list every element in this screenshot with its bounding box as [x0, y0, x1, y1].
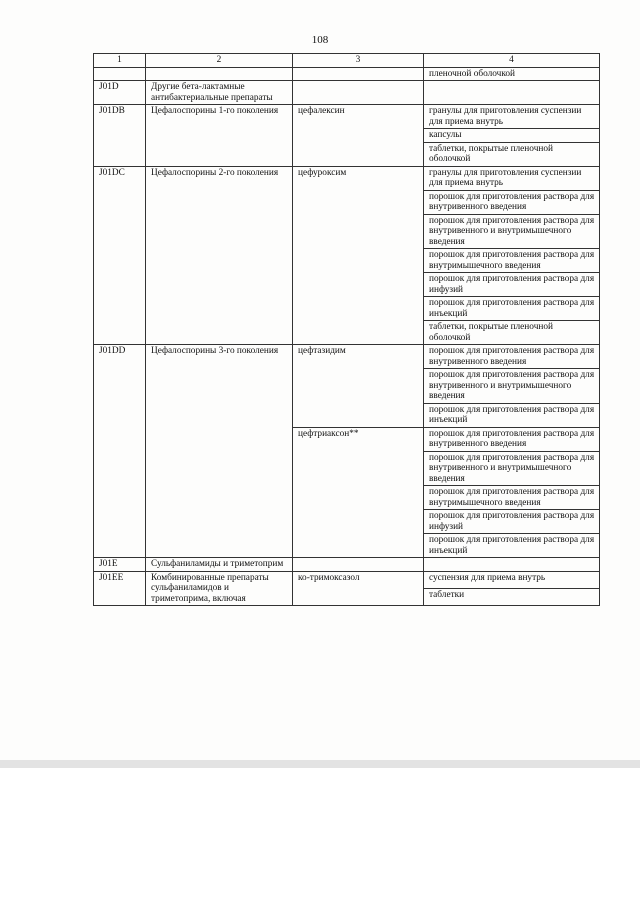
atc-code-cell	[94, 67, 146, 81]
drug-table	[93, 53, 600, 606]
drug-name-cell: цефуроксим	[293, 166, 424, 345]
column-header: 3	[293, 54, 424, 68]
table-row	[94, 345, 600, 369]
dosage-form-cell: порошок для приготовления раствора для внутривенного введения	[424, 427, 600, 451]
dosage-form-cell: порошок для приготовления раствора для инъекций	[424, 403, 600, 427]
dosage-form-cell: порошок для приготовления раствора для инъекций	[424, 297, 600, 321]
atc-code-cell: J01DC	[94, 166, 146, 345]
dosage-form-cell	[424, 558, 600, 572]
page-number: 108	[311, 34, 329, 46]
dosage-form-cell: капсулы	[424, 129, 600, 143]
dosage-form-cell: порошок для приготовления раствора для инфузий	[424, 510, 600, 534]
group-name-cell	[146, 67, 293, 81]
table-row	[94, 571, 600, 588]
dosage-form-cell: таблетки, покрытые пленочной оболочкой	[424, 142, 600, 166]
table-row	[94, 105, 600, 129]
dosage-form-cell: порошок для приготовления раствора для инъекций	[424, 534, 600, 558]
table-header-row	[94, 54, 600, 68]
table-row	[94, 558, 600, 572]
group-name-cell: Цефалоспорины 2-го поколения	[146, 166, 293, 345]
dosage-form-cell: таблетки	[424, 588, 600, 605]
group-name-cell: Комбинированные препараты сульфаниламидов и триметоприма, включая	[146, 571, 293, 606]
drug-name-cell	[293, 67, 424, 81]
drug-name-cell	[293, 81, 424, 105]
drug-name-cell: ко-тримоксазол	[293, 571, 424, 606]
column-header: 2	[146, 54, 293, 68]
dosage-form-cell: порошок для приготовления раствора для внутривенного и внутримышечного введения	[424, 214, 600, 249]
drug-name-cell: цефтриаксон**	[293, 427, 424, 558]
table-row	[94, 81, 600, 105]
dosage-form-cell	[424, 81, 600, 105]
table-row	[94, 67, 600, 81]
dosage-form-cell: порошок для приготовления раствора для внутривенного введения	[424, 190, 600, 214]
drug-name-cell: цефалексин	[293, 105, 424, 167]
dosage-form-cell: порошок для приготовления раствора для внутривенного введения	[424, 345, 600, 369]
dosage-form-cell: порошок для приготовления раствора для внутримышечного введения	[424, 486, 600, 510]
dosage-form-cell: гранулы для приготовления суспензии для приема внутрь	[424, 166, 600, 190]
dosage-form-cell: порошок для приготовления раствора для внутримышечного введения	[424, 249, 600, 273]
group-name-cell: Сульфаниламиды и триметоприм	[146, 558, 293, 572]
atc-code-cell: J01EE	[94, 571, 146, 606]
drug-name-cell: цефтазидим	[293, 345, 424, 428]
dosage-form-cell: суспензия для приема внутрь	[424, 571, 600, 588]
dosage-form-cell: порошок для приготовления раствора для внутривенного и внутримышечного введения	[424, 451, 600, 486]
dosage-form-cell: порошок для приготовления раствора для внутривенного и внутримышечного введения	[424, 369, 600, 404]
atc-code-cell: J01D	[94, 81, 146, 105]
column-header: 1	[94, 54, 146, 68]
table-row	[94, 166, 600, 190]
group-name-cell: Другие бета-лактамные антибактериальные препараты	[146, 81, 293, 105]
dosage-form-cell: порошок для приготовления раствора для инфузий	[424, 273, 600, 297]
group-name-cell: Цефалоспорины 1-го поколения	[146, 105, 293, 167]
dosage-form-cell: пленочной оболочкой	[424, 67, 600, 81]
column-header: 4	[424, 54, 600, 68]
drug-name-cell	[293, 558, 424, 572]
scan-edge	[0, 760, 640, 768]
atc-code-cell: J01DD	[94, 345, 146, 558]
group-name-cell: Цефалоспорины 3-го поколения	[146, 345, 293, 558]
atc-code-cell: J01DB	[94, 105, 146, 167]
atc-code-cell: J01E	[94, 558, 146, 572]
table-body	[94, 67, 600, 606]
dosage-form-cell: таблетки, покрытые пленочной оболочкой	[424, 321, 600, 345]
dosage-form-cell: гранулы для приготовления суспензии для приема внутрь	[424, 105, 600, 129]
